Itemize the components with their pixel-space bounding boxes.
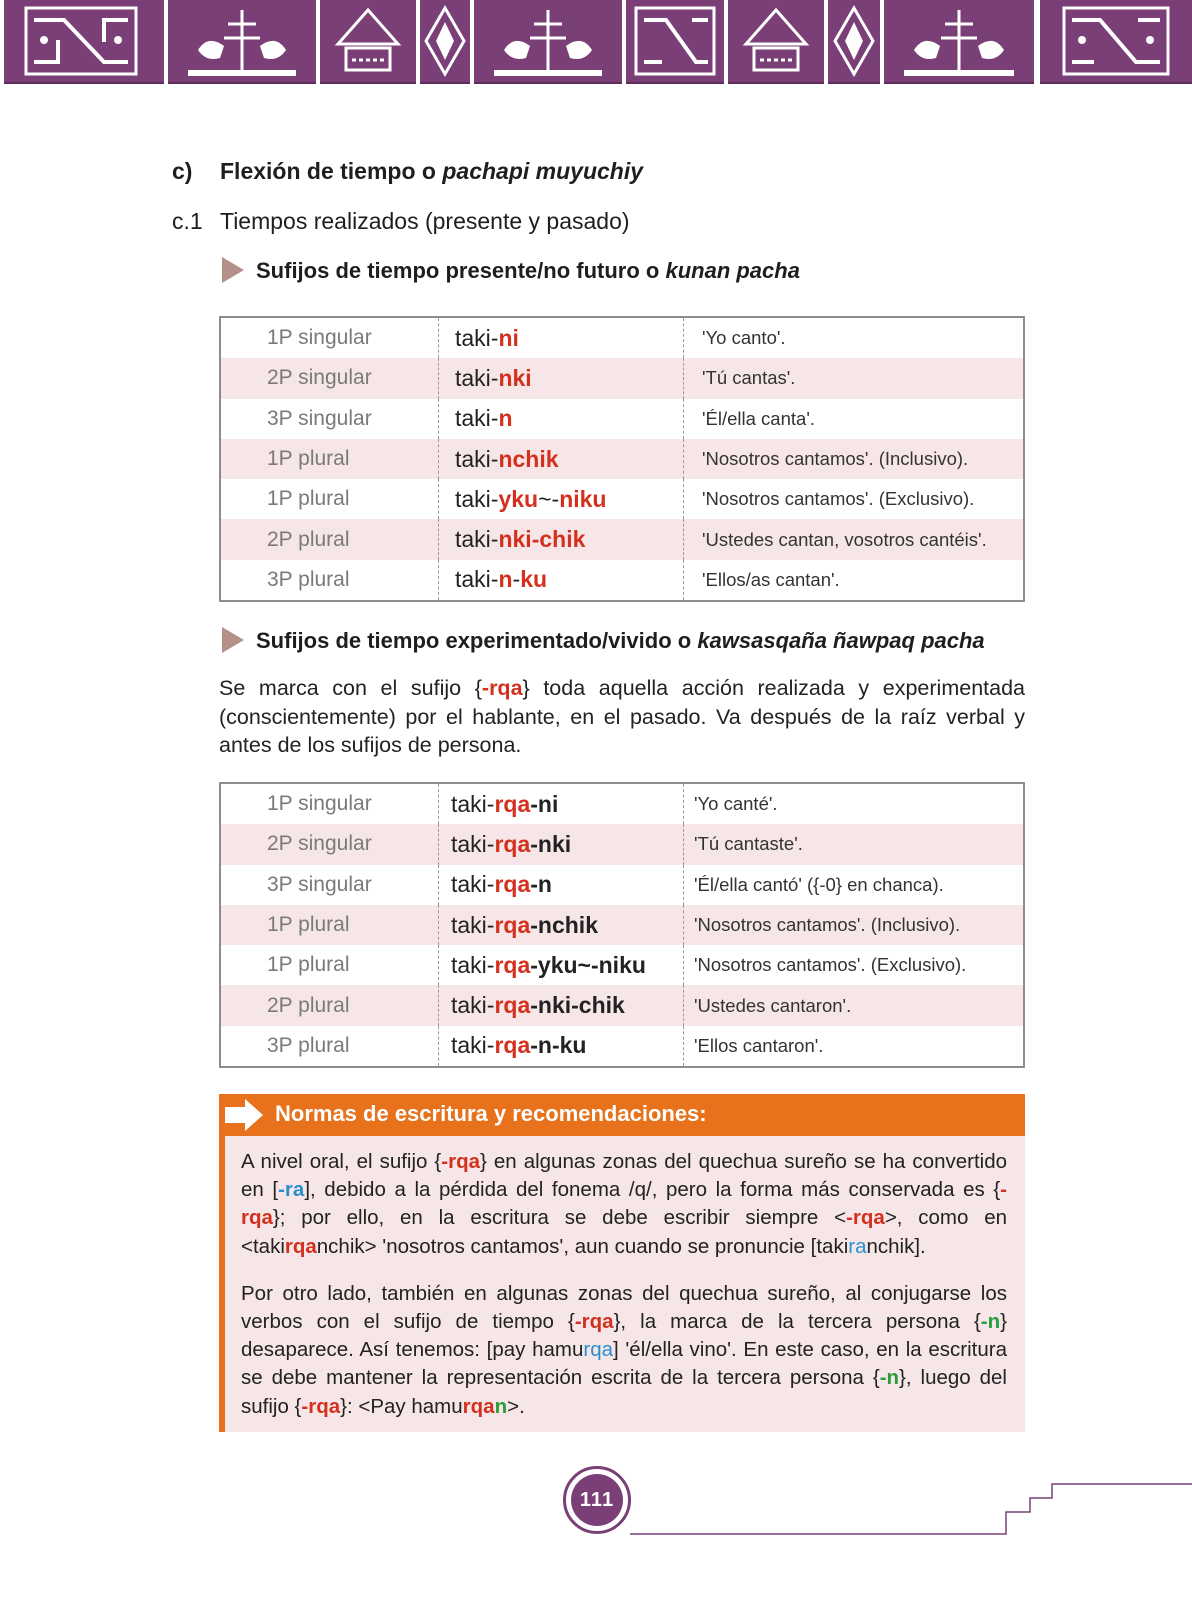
table-row: 2P singular taki- nki 'Tú cantas'. [221,358,1023,398]
verb-form: taki- rqa -yku ~-niku [439,945,684,985]
verb-form: taki- n [439,399,684,439]
diamond-pattern-tile [828,0,880,84]
triangle-right-icon [222,627,244,653]
birds-pattern-tile [168,0,316,84]
subsection-label: c.1 [172,208,203,234]
verb-form: taki- rqa -n-ku [439,1026,684,1066]
subsection-title: Tiempos realizados (presente y pasado) [220,208,630,234]
verb-form: taki- rqa -nki [439,824,684,864]
page-number: 111 [571,1474,623,1526]
writing-norms-body [241,1148,1007,1440]
verb-form: taki- rqa -nki-chik [439,985,684,1025]
past-tense-heading: Sufijos de tiempo experimentado/vivido o kawsasqaña ñawpaq pacha [222,628,985,654]
present-tense-table [219,316,1025,602]
section-label: c) [172,158,193,184]
writing-norms-title: Normas de escritura y recomendaciones: [275,1101,707,1126]
writing-norms-header [219,1094,1025,1136]
present-tense-heading: Sufijos de tiempo presente/no futuro o kunan pacha [222,258,800,284]
geometric-pattern-tile [4,0,164,84]
section-title-italic: pachapi muyuchiy [442,158,644,184]
geometric-pattern-tile [1040,0,1192,84]
birds-pattern-tile [474,0,622,84]
writing-norms-box [219,1094,1025,1432]
table-row: 3P singular taki- n 'Él/ella canta'. [221,399,1023,439]
table-row: 3P plural taki- rqa -n-ku 'Ellos cantaron'. [221,1026,1023,1066]
table-row: 1P plural taki- nchik 'Nosotros cantamos'. (Inclusivo). [221,439,1023,479]
verb-form: taki- rqa -ni [439,784,684,824]
past-tense-table [219,782,1025,1068]
arrow-right-icon [223,1097,267,1133]
note-paragraph: Por otro lado, también en algunas zonas del quechua sureño, al conjugarse los verbos con el sufijo de tiempo {-rqa}, la marca de la tercera persona {-n} desaparece. Así tenemos: [pay hamurqa] 'él/ella vino'. En este caso, en la escritura se debe mantener la representación escrita de la tercera persona {-n}, luego del sufijo {-rqa}: <Pay hamurqan>. [241,1281,1008,1418]
subsection-heading [172,208,630,235]
table-row: 1P plural taki- yku ~- niku 'Nosotros cantamos'. (Exclusivo). [221,479,1023,519]
diamond-pattern-tile [420,0,470,84]
decorative-header-band [0,0,1192,84]
verb-form: taki- ni [439,318,684,358]
section-heading [172,158,643,185]
table-row: 2P plural taki- rqa -nki-chik 'Ustedes cantaron'. [221,985,1023,1025]
temple-pattern-tile [320,0,416,84]
verb-form: taki- n - ku [439,560,684,600]
geometric-pattern-tile [626,0,724,84]
table-row: 1P plural taki- rqa -nchik 'Nosotros cantamos'. (Inclusivo). [221,905,1023,945]
table-row: 1P singular taki- ni 'Yo canto'. [221,318,1023,358]
verb-form: taki- nki [439,358,684,398]
birds-pattern-tile [884,0,1034,84]
temple-pattern-tile [728,0,824,84]
verb-form: taki- rqa -n [439,865,684,905]
verb-form: taki- rqa -nchik [439,905,684,945]
note-paragraph: A nivel oral, el sufijo {-rqa} en algunas zonas del quechua sureño se ha convertido en [-ra], debido a la pérdida del fonema /q/, pero la forma más conservada es {-rqa}; por ello, en la escritura se debe escribir siempre <-rqa>, como en <takirqanchik> 'nosotros cantamos', aun cuando se pronuncie [takiranchik]. [241,1150,1007,1258]
triangle-right-icon [222,257,244,283]
table-row: 1P singular taki- rqa -ni 'Yo canté'. [221,784,1023,824]
verb-form: taki- yku ~- niku [439,479,684,519]
verb-form: taki- nchik [439,439,684,479]
table-row: 3P plural taki- n - ku 'Ellos/as cantan'. [221,560,1023,600]
page-number-badge [563,1466,631,1534]
table-row: 1P plural taki- rqa -yku ~-niku 'Nosotros cantamos'. (Exclusivo). [221,945,1023,985]
verb-form: taki- nki - chik [439,519,684,559]
table-row: 3P singular taki- rqa -n 'Él/ella cantó' ({-0} en chanca). [221,865,1023,905]
table-row: 2P plural taki- nki - chik 'Ustedes cantan, vosotros cantéis'. [221,519,1023,559]
section-title: Flexión de tiempo o [220,158,443,184]
table-row: 2P singular taki- rqa -nki 'Tú cantaste'. [221,824,1023,864]
past-tense-description: Se marca con el sufijo {-rqa} toda aquella acción realizada y experimentada (conscientemente) por el hablante, en el pasado. Va después de la raíz verbal y antes de los sufijos de persona. [219,676,1025,757]
